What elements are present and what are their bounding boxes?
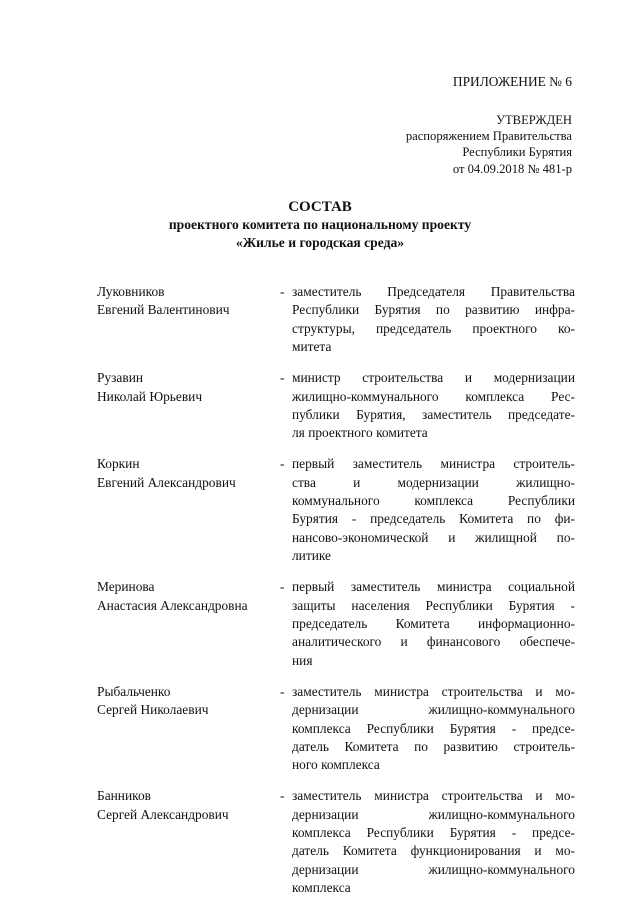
role-line: комплекса Республики Бурятия - предсе- [292,825,575,841]
role-line: дернизации жилищно-коммунального [292,702,575,718]
title-line-2: проектного комитета по национальному проекту [168,217,472,232]
role-line: дернизации жилищно-коммунального [292,806,575,822]
role-line: заместитель Председателя Правительства [292,284,575,299]
member-name [97,787,280,897]
role-line: жилищно-коммунального комплекса Рес- [292,388,575,404]
role-line: министр строительства и модернизации [292,370,575,386]
role-line: Бурятия - председатель Комитета по фи- [292,511,575,527]
member-name [97,283,280,357]
member-role [292,455,575,565]
member-given-name: Николай Юрьевич [97,388,203,404]
member-dash: - [280,370,285,386]
document-title [0,198,640,252]
role-line: заместитель министра строительства и мо- [292,788,575,804]
role-line: коммунального комплекса Республики [292,493,575,509]
member-role [292,283,575,357]
member-surname: Луковников [97,284,165,299]
role-line: председатель Комитета информационно- [292,616,575,631]
member-entry [97,455,575,565]
role-line: аналитического и финансового обеспече- [292,634,575,650]
member-surname: Банников [97,788,151,804]
role-line: датель Комитета по развитию строитель- [292,738,575,754]
role-line: дернизации жилищно-коммунального [292,861,575,877]
role-line: ства и модернизации жилищно- [292,474,575,490]
approved-line-2: Республики Бурятия [462,145,572,160]
approved-line-3: от 04.09.2018 № 481-р [452,161,572,176]
member-name [97,455,280,565]
member-entry [97,787,575,897]
role-line: комплекса Республики Бурятия - предсе- [292,720,575,736]
member-given-name: Евгений Александрович [97,474,236,490]
role-line: датель Комитета функционирования и мо- [292,843,575,859]
member-role [292,578,575,670]
role-line: структуры, председатель проектного ко- [292,320,575,336]
title-line-3: «Жилье и городская среда» [235,235,405,250]
member-entry [97,683,575,775]
role-line: митета [292,339,332,355]
role-line: нансово-экономической и жилищной по- [292,529,575,545]
member-given-name: Анастасия Александровна [97,597,248,613]
member-entry [97,369,575,443]
member-surname: Рыбальченко [97,683,171,699]
member-entry [97,578,575,670]
role-line: комплекса [292,880,351,896]
member-given-name: Сергей Александрович [97,806,229,822]
role-line: ного комплекса [292,757,380,773]
member-surname: Меринова [97,579,155,595]
title-line-1: СОСТАВ [288,199,352,215]
member-entry [97,283,575,357]
member-role [292,683,575,775]
appendix-label [453,74,572,90]
role-line: первый заместитель министра строитель- [292,456,575,472]
member-dash: - [280,579,285,595]
role-line: литике [292,548,331,564]
role-line: ния [292,652,313,668]
role-line: первый заместитель министра социальной [292,579,575,595]
committee-members-list [97,283,575,898]
member-surname: Коркин [97,456,140,472]
approved-title: УТВЕРЖДЕН [496,113,572,127]
member-dash: - [280,456,285,472]
member-dash: - [280,284,285,299]
approval-block [406,112,572,177]
appendix-text: ПРИЛОЖЕНИЕ № 6 [452,74,572,89]
member-name [97,578,280,670]
role-line: ля проектного комитета [292,425,428,441]
role-line: Республики Бурятия по развитию инфра- [292,302,575,318]
member-dash: - [280,788,285,804]
member-role [292,787,575,897]
member-given-name: Евгений Валентинович [97,302,230,318]
member-name [97,369,280,443]
role-line: публики Бурятия, заместитель председате- [292,406,575,422]
role-line: защиты населения Республики Бурятия - [292,597,575,613]
member-given-name: Сергей Николаевич [97,702,209,718]
member-name [97,683,280,775]
role-line: заместитель министра строительства и мо- [292,683,575,699]
member-surname: Рузавин [97,370,144,386]
approved-line-1: распоряжением Правительства [405,129,572,144]
member-role [292,369,575,443]
member-dash: - [280,683,285,699]
